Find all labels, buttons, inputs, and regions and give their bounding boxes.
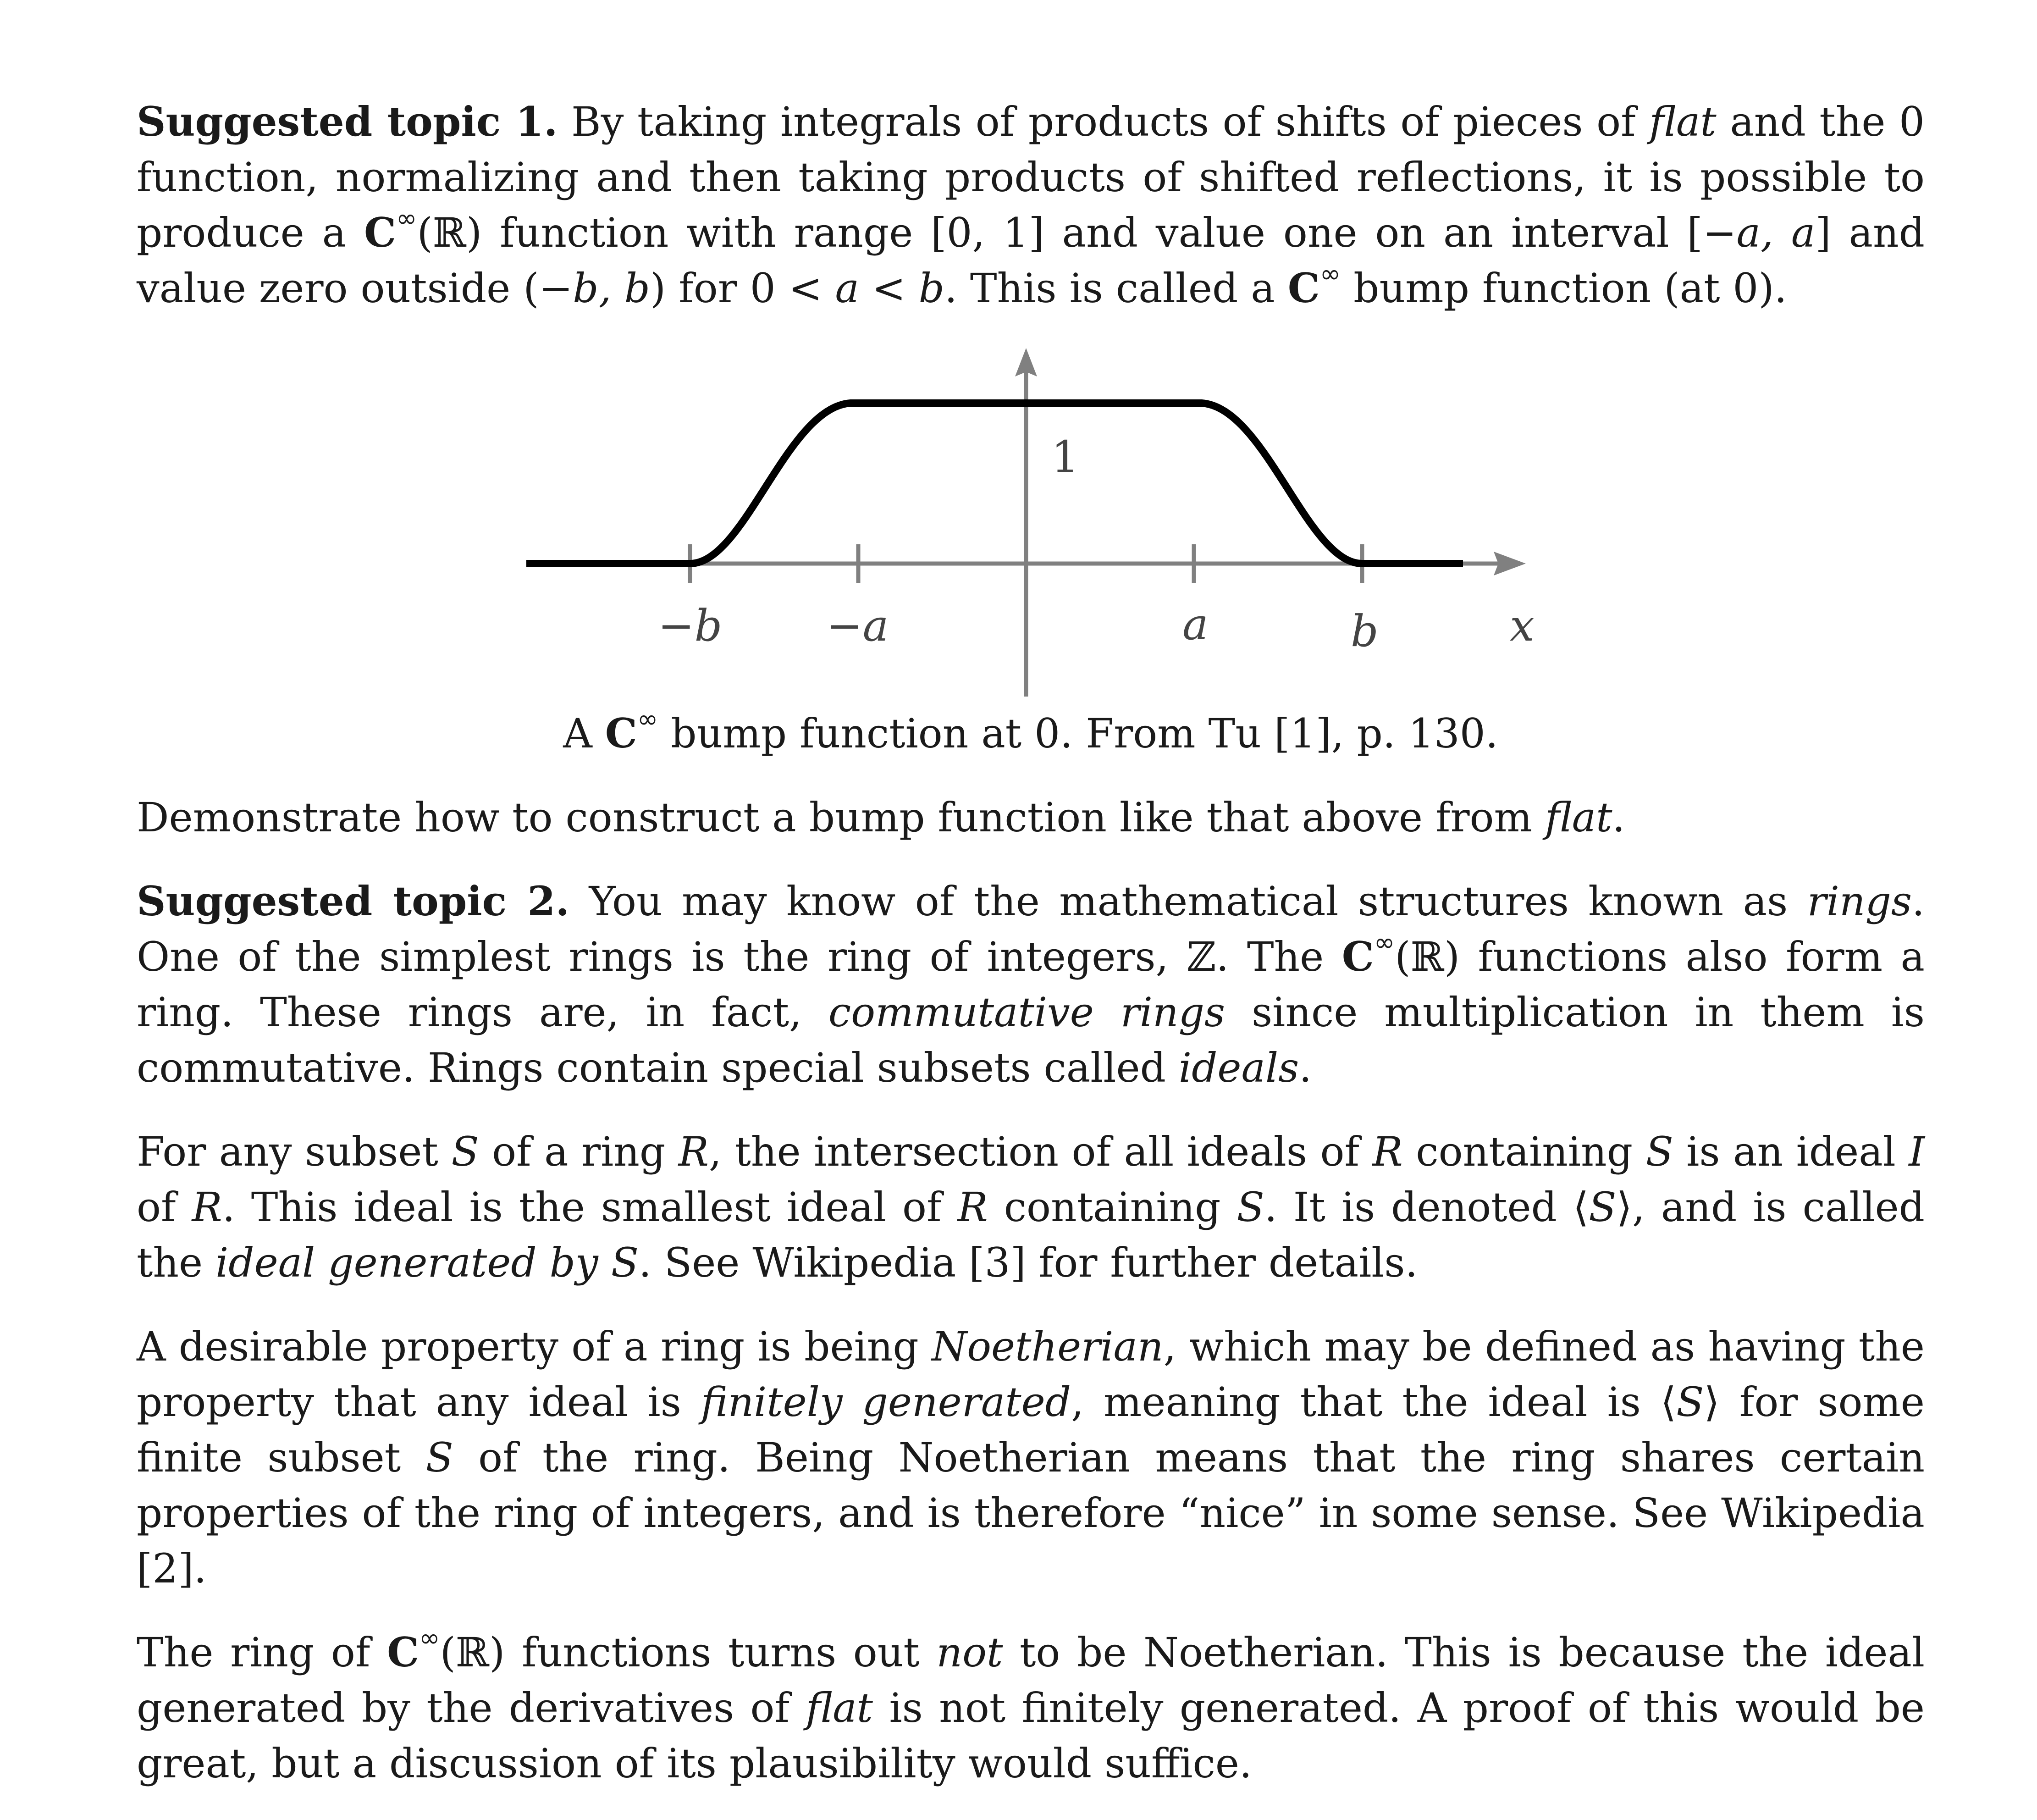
label-minus-a: −a [826, 601, 889, 651]
label-a: a [1182, 599, 1209, 650]
x-axis-arrowhead [1494, 552, 1526, 575]
topic2-heading: Suggested topic 2. [137, 877, 570, 925]
bump-function-figure [137, 348, 1925, 697]
final-paragraph: The ring of C∞(ℝ) functions turns out not to be Noetherian. This is because the ideal generated by the derivatives of flat is not finitely generated. A proof of this would be great, but a discussion of its plausibility would suffice. [137, 1623, 1925, 1787]
document-page [137, 94, 1925, 1791]
figure-caption: A C∞ bump function at 0. From Tu [1], p. 130. [563, 704, 1498, 757]
demonstrate-paragraph: Demonstrate how to construct a bump function like that above from flat. [137, 794, 1625, 841]
label-one: 1 [1051, 432, 1079, 482]
bump-curve [526, 403, 1463, 564]
noetherian-paragraph: A desirable property of a ring is being Noetherian, which may be defined as having the property that any ideal is finitely generated, meaning that the ideal is ⟨S⟩ for some finite subset S of the ring. Being Noetherian means that the ring shares certain properties of the ring of integers, and is therefore “nice” in some sense. See Wikipedia [2]. [137, 1323, 1925, 1592]
label-minus-b: −b [658, 601, 723, 651]
ideals-paragraph: For any subset S of a ring R, the intersection of all ideals of R containing S is an ideal I of R. This ideal is the smallest ideal of R containing S. It is denoted ⟨S⟩, and is called the ideal generated by S. See Wikipedia [3] for further details. [137, 1128, 1925, 1286]
bump-function-plot [526, 348, 1535, 697]
label-x: x [1510, 601, 1535, 651]
topic2-paragraph: Suggested topic 2. You may know of the mathematical structures known as rings. One of the simplest rings is the ring of integers, ℤ. The C∞(ℝ) functions also form a ring. These rings are, in fact, commutative rings since multiplication in them is commutative. Rings contain special subsets called ideals. [137, 877, 1925, 1091]
label-b: b [1351, 606, 1379, 657]
topic1-paragraph: Suggested topic 1. By taking integrals of products of shifts of pieces of flat and the 0 function, normalizing and then taking products of shifted reflections, it is possible to produce a C∞(ℝ) function with range [0, 1] and value one on an interval [−a, a] and value zero outside (−b, b) for 0 < a < b. This is called a C∞ bump function (at 0). [137, 98, 1925, 312]
topic1-heading: Suggested topic 1. [137, 98, 558, 145]
